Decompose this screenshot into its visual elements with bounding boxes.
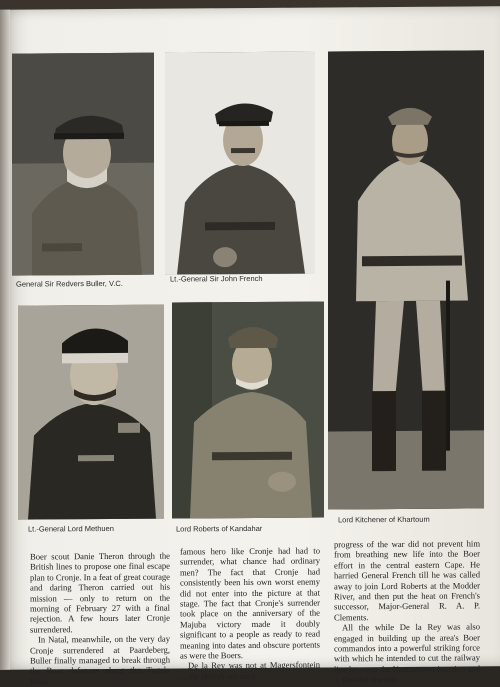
caption-kitchener: Lord Kitchener of Khartoum: [338, 514, 430, 525]
paragraph: All the while De la Rey was also engaged in building up the area's Boer commandos into a powerful striking force with which he intended to cut the railway line between the Naauwpoort junction and ... thereby disrupt-: [334, 621, 480, 685]
paragraph: Boer scout Danie Theron through the British lines to propose one final escape plan to Cronje. In a feat of great courage and daring Theron carried out his mission — only to return on the morning of February 27 with a final rejection. A few hours later Cronje surrendered.: [30, 550, 170, 635]
photo-kitchener: [328, 50, 484, 509]
caption-roberts: Lord Roberts of Kandahar: [176, 523, 263, 534]
portrait-methuen-image: [18, 305, 164, 520]
caption-french: Lt.-General Sir John French: [170, 273, 263, 284]
caption-methuen: Lt.-General Lord Methuen: [28, 523, 114, 534]
portrait-french-image: [165, 52, 315, 275]
photo-buller: [12, 53, 154, 276]
text-column-2: [180, 545, 320, 682]
caption-buller: General Sir Redvers Buller, V.C.: [16, 278, 123, 289]
text-column-1: [30, 550, 170, 687]
paragraph: De la Rey was not at Magersfontein ... the British advance,: [180, 659, 320, 682]
photo-roberts: [172, 301, 324, 518]
paragraph: progress of the war did not prevent him from breathing new life into the Boer effort in the central eastern Cape. He harried General French till he was called away to join Lord Roberts at the Modder River, and then put the heat on French's successor, Major-General R. A. P. Clements.: [334, 538, 480, 623]
paragraph: famous hero like Cronje had had to surrender, what chance had ordinary men? The fact that Cronje had consistently been his own worst enemy did not enter into the picture at that stage. The fact that Cronje's surrender took place on the anniversary of the Majuba victory made it doubly significant to a people as ready to read meaning into dates and obscure portents as were the Boers.: [180, 545, 320, 661]
text-column-3: [334, 538, 480, 685]
photo-methuen: [18, 305, 164, 520]
page-gutter: [0, 10, 10, 670]
portrait-buller-image: [12, 53, 154, 276]
portrait-roberts-image: [172, 301, 324, 518]
portrait-kitchener-image: [328, 50, 484, 509]
photo-french: [165, 52, 315, 275]
book-page: [0, 6, 500, 687]
paragraph: In Natal, meanwhile, on the very day Cronje surrendered at Paardeberg, Buller finally managed to break through the Boer defences along the Tugela River: [30, 633, 170, 687]
